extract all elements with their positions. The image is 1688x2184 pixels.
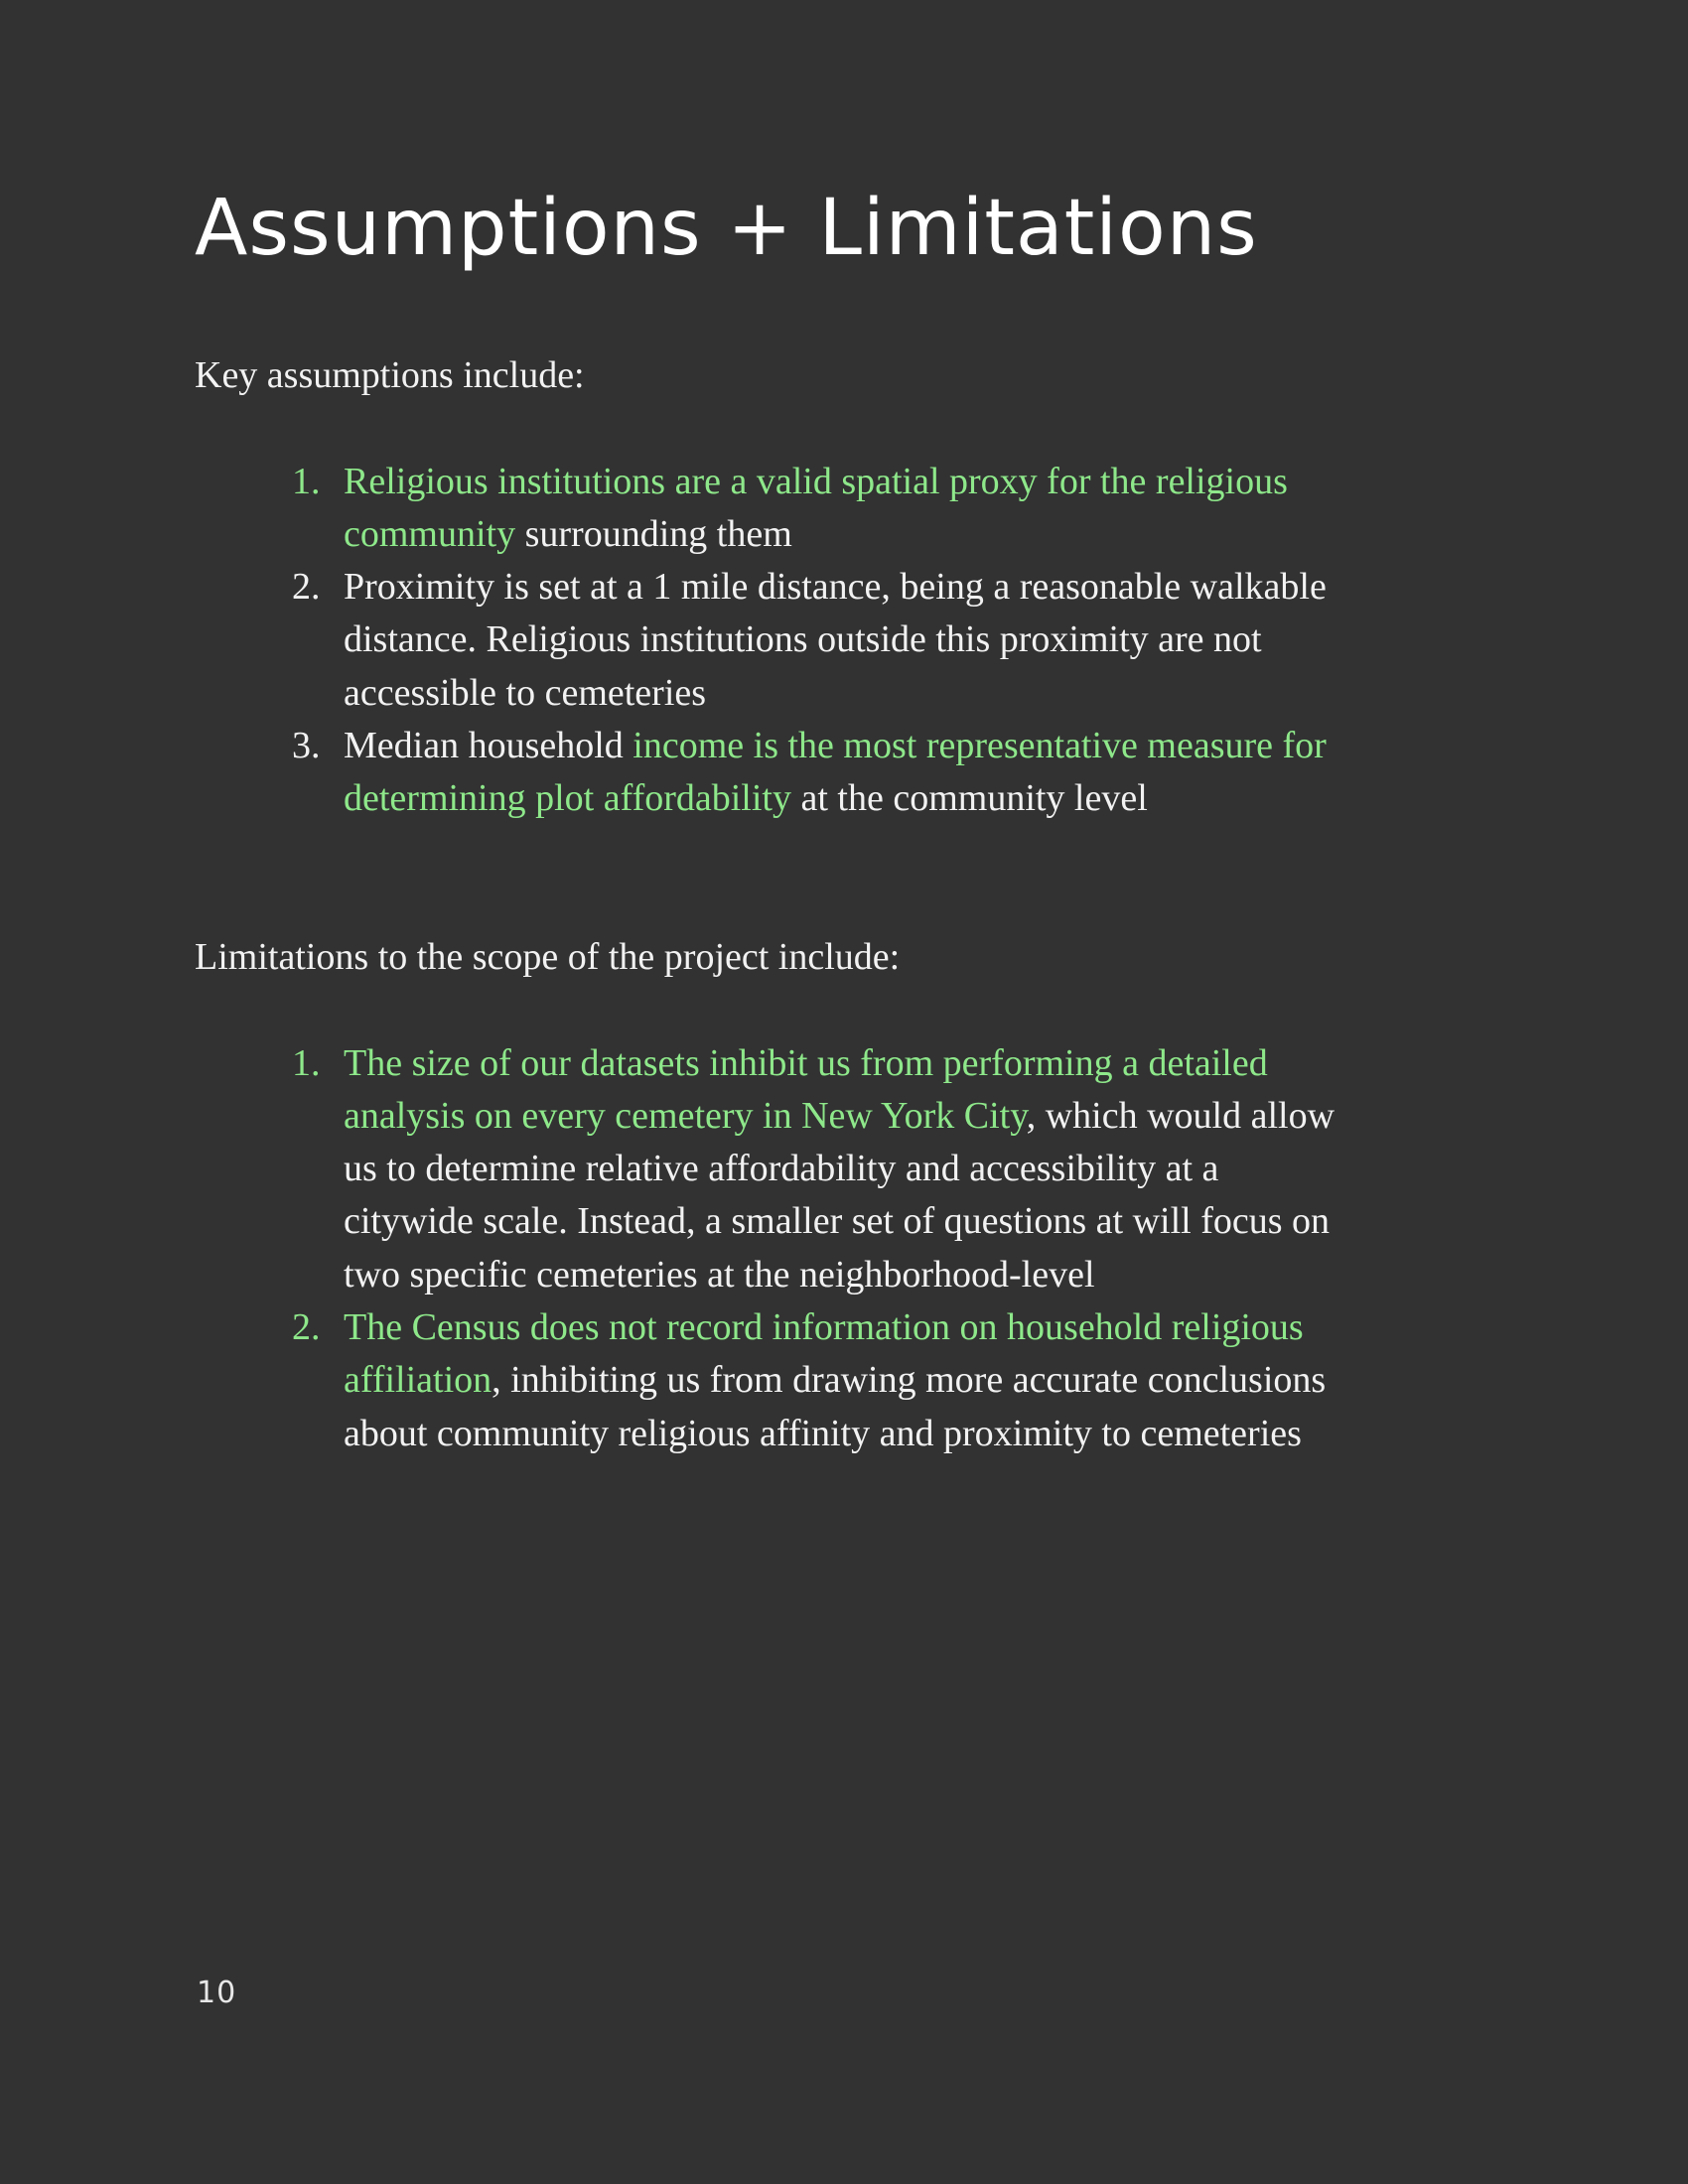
list-number: 1. bbox=[292, 1041, 321, 1084]
limitation-item-1 bbox=[195, 1037, 1356, 1301]
assumption-item-2 bbox=[195, 561, 1356, 720]
page-title: Assumptions + Limitations bbox=[195, 184, 1258, 273]
limitations-intro: Limitations to the scope of the project include: bbox=[195, 936, 901, 978]
assumption-item-3 bbox=[195, 720, 1356, 826]
item-text: at the community level bbox=[790, 777, 1148, 820]
limitation-item-2 bbox=[195, 1301, 1356, 1460]
highlighted-text: The size of our datasets inhibit us from performing a detailed analysis on every cemetery in New York City bbox=[344, 1041, 1268, 1137]
limitations-list bbox=[195, 1037, 1386, 1460]
item-text: , inhibiting us from drawing more accurate conclusions about community religious affinity and proximity to cemeteries bbox=[344, 1359, 1327, 1454]
highlighted-text: income is the most representative measure for determining plot affordability bbox=[344, 725, 1327, 820]
item-prefix: Median household bbox=[344, 725, 633, 767]
list-number: 2. bbox=[292, 1306, 321, 1349]
item-text: surrounding them bbox=[515, 512, 792, 555]
page-number: 10 bbox=[197, 1976, 237, 2010]
item-text: Proximity is set at a 1 mile distance, being a reasonable walkable distance. Religious institutions outside this proximity are not accessible to cemeteries bbox=[344, 566, 1327, 714]
list-number: 1. bbox=[292, 460, 321, 502]
assumption-item-1 bbox=[195, 456, 1356, 562]
highlighted-text: Religious institutions are a valid spatial proxy for the religious community bbox=[344, 460, 1288, 555]
highlighted-text: The Census does not record information on household religious affiliation bbox=[344, 1306, 1304, 1402]
assumptions-list bbox=[195, 456, 1386, 826]
item-text: , which would allow us to determine relative affordability and accessibility at a citywide scale. Instead, a smaller set of questions at will focus on two specific cemeteries at the neighborhood-level bbox=[344, 1094, 1336, 1296]
limitations-section bbox=[195, 931, 1386, 1460]
list-number: 2. bbox=[292, 566, 321, 609]
list-number: 3. bbox=[292, 725, 321, 767]
assumptions-intro: Key assumptions include: bbox=[195, 354, 585, 396]
assumptions-section bbox=[195, 349, 1386, 826]
